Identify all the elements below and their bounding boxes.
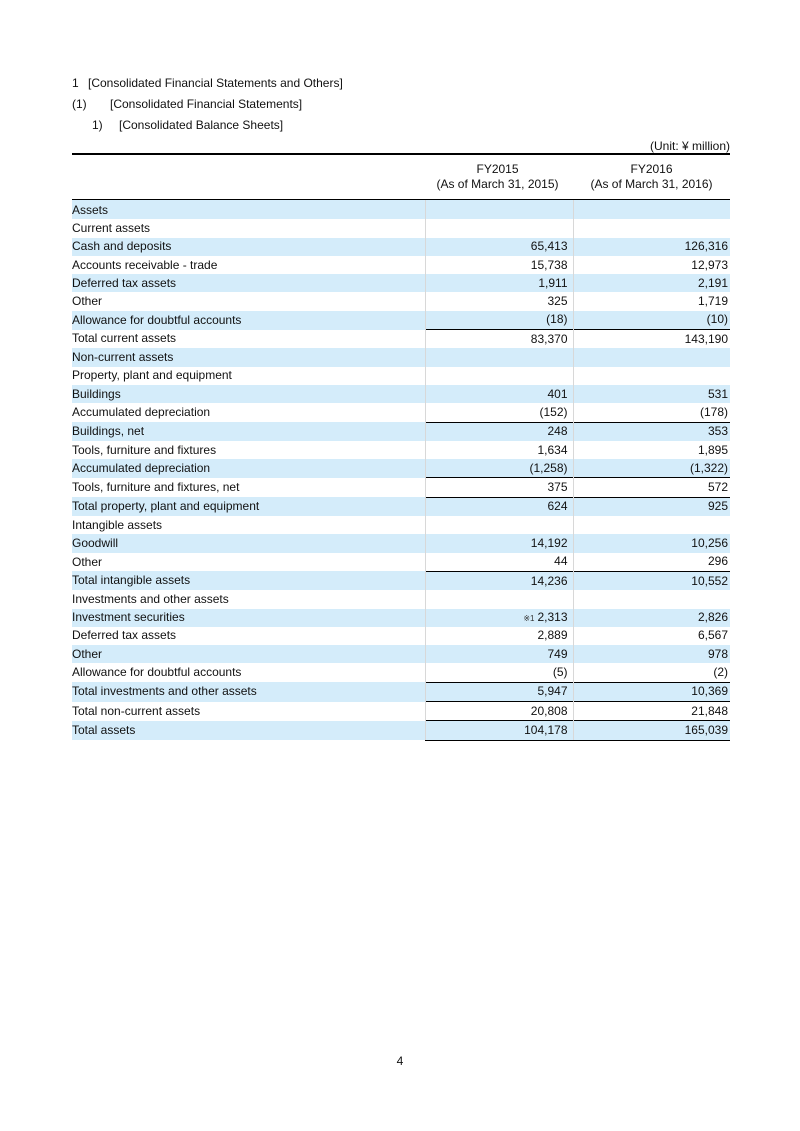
header-fy2016-date: (As of March 31, 2016) bbox=[590, 177, 713, 191]
value-fy2016: 296 bbox=[573, 553, 730, 572]
section-number: 1 bbox=[72, 76, 79, 90]
table-row bbox=[72, 256, 730, 274]
table-row bbox=[72, 553, 730, 572]
footnote-marker: ※1 bbox=[523, 613, 535, 623]
header-fy2016 bbox=[573, 155, 730, 200]
table-row bbox=[72, 627, 730, 645]
unit-label: (Unit: ¥ million) bbox=[649, 139, 730, 153]
value-fy2015: 104,178 bbox=[425, 721, 573, 740]
table-row bbox=[72, 367, 730, 385]
value-fy2016: (178) bbox=[573, 403, 730, 422]
value-fy2015 bbox=[425, 219, 573, 237]
row-label: Buildings, net bbox=[72, 422, 425, 441]
table-row bbox=[72, 200, 730, 220]
row-label: Other bbox=[72, 645, 425, 663]
page-number: 4 bbox=[396, 1054, 404, 1068]
row-label: Deferred tax assets bbox=[72, 628, 177, 643]
value-fy2015: 2,889 bbox=[425, 627, 573, 645]
value-fy2016: 165,039 bbox=[573, 721, 730, 740]
value-fy2015: 375 bbox=[425, 478, 573, 497]
row-label: Total non-current assets bbox=[72, 703, 201, 718]
table-row bbox=[72, 292, 730, 310]
value-fy2016: 2,826 bbox=[573, 609, 730, 627]
row-label: Goodwill bbox=[72, 534, 425, 552]
row-label: Cash and deposits bbox=[72, 238, 425, 256]
value-fy2016: 6,567 bbox=[573, 627, 730, 645]
table-row bbox=[72, 348, 730, 366]
value-fy2016: 21,848 bbox=[573, 702, 730, 721]
value-fy2016: 2,191 bbox=[573, 274, 730, 292]
table-row bbox=[72, 609, 730, 627]
value-fy2015: 20,808 bbox=[425, 702, 573, 721]
table-row bbox=[72, 274, 730, 292]
header-label-cell bbox=[72, 155, 425, 200]
table-row bbox=[72, 590, 730, 608]
balance-sheet bbox=[72, 153, 730, 741]
row-label: Allowance for doubtful accounts bbox=[72, 665, 242, 680]
row-label: Accounts receivable - trade bbox=[72, 257, 218, 272]
table-row bbox=[72, 311, 730, 330]
value-fy2015 bbox=[425, 367, 573, 385]
table-row bbox=[72, 702, 730, 721]
row-label: Total intangible assets bbox=[72, 571, 425, 590]
row-label: Investment securities bbox=[72, 609, 425, 627]
value-fy2015: (5) bbox=[425, 663, 573, 682]
value-fy2015: 401 bbox=[425, 385, 573, 403]
table-row bbox=[72, 516, 730, 534]
row-label: Total investments and other assets bbox=[72, 682, 425, 701]
header-fy2015 bbox=[425, 155, 573, 200]
value-fy2015: 248 bbox=[425, 422, 573, 441]
row-label: Other bbox=[72, 294, 103, 309]
balance-sheet-table bbox=[72, 155, 730, 741]
row-label: Total property, plant and equipment bbox=[72, 497, 425, 516]
header-fy2016-year: FY2016 bbox=[630, 162, 673, 176]
row-label: Buildings bbox=[72, 385, 425, 403]
section-title: [Consolidated Financial Statements] bbox=[110, 97, 303, 111]
value-fy2016: 925 bbox=[573, 497, 730, 516]
row-label: Total current assets bbox=[72, 331, 177, 346]
value-fy2016: 12,973 bbox=[573, 256, 730, 274]
table-header-row bbox=[72, 155, 730, 200]
value-fy2015: (18) bbox=[425, 311, 573, 330]
row-label: Property, plant and equipment bbox=[72, 368, 232, 383]
row-label: Allowance for doubtful accounts bbox=[72, 311, 425, 330]
table-row bbox=[72, 721, 730, 740]
value-fy2016 bbox=[573, 200, 730, 220]
value-fy2016: 10,552 bbox=[573, 571, 730, 590]
row-label: Investments and other assets bbox=[72, 591, 229, 606]
value-fy2015: 65,413 bbox=[425, 238, 573, 256]
value-fy2016: 10,369 bbox=[573, 682, 730, 701]
value-fy2016 bbox=[573, 516, 730, 534]
value-fy2015: 624 bbox=[425, 497, 573, 516]
row-label: Deferred tax assets bbox=[72, 274, 425, 292]
value-fy2016 bbox=[573, 367, 730, 385]
value-fy2016: (2) bbox=[573, 663, 730, 682]
header-fy2015-year: FY2015 bbox=[476, 162, 519, 176]
value-fy2015: 1,634 bbox=[425, 441, 573, 459]
value-fy2016: 353 bbox=[573, 422, 730, 441]
value-fy2016: 978 bbox=[573, 645, 730, 663]
value-fy2015: (152) bbox=[425, 403, 573, 422]
table-row bbox=[72, 403, 730, 422]
value-fy2015 bbox=[425, 516, 573, 534]
table-row bbox=[72, 330, 730, 349]
value-fy2015 bbox=[425, 590, 573, 608]
table-row bbox=[72, 571, 730, 590]
table-row bbox=[72, 497, 730, 516]
value-fy2016 bbox=[573, 219, 730, 237]
value-fy2016: 10,256 bbox=[573, 534, 730, 552]
value-fy2015: (1,258) bbox=[425, 459, 573, 478]
value-fy2016: 126,316 bbox=[573, 238, 730, 256]
value-fy2015: 749 bbox=[425, 645, 573, 663]
value-fy2015 bbox=[425, 200, 573, 220]
table-row bbox=[72, 682, 730, 701]
table-row bbox=[72, 645, 730, 663]
table-row bbox=[72, 238, 730, 256]
value-fy2015: 14,192 bbox=[425, 534, 573, 552]
table-row bbox=[72, 534, 730, 552]
section-number: 1) bbox=[92, 118, 103, 132]
table-row bbox=[72, 459, 730, 478]
value-fy2016: 1,719 bbox=[573, 292, 730, 310]
section-title: [Consolidated Balance Sheets] bbox=[119, 118, 284, 132]
table-row bbox=[72, 663, 730, 682]
value-fy2016: 572 bbox=[573, 478, 730, 497]
table-row bbox=[72, 422, 730, 441]
section-number: (1) bbox=[72, 97, 87, 111]
table-row bbox=[72, 441, 730, 459]
value-fy2016: 1,895 bbox=[573, 441, 730, 459]
row-label: Non-current assets bbox=[72, 348, 425, 366]
value-fy2016 bbox=[573, 590, 730, 608]
row-label: Tools, furniture and fixtures bbox=[72, 442, 217, 457]
value-fy2015: 15,738 bbox=[425, 256, 573, 274]
value-text: 2,313 bbox=[537, 609, 568, 624]
value-fy2015: 83,370 bbox=[425, 330, 573, 349]
value-fy2016: (10) bbox=[573, 311, 730, 330]
row-label: Other bbox=[72, 554, 103, 569]
value-fy2015: 14,236 bbox=[425, 571, 573, 590]
row-label: Assets bbox=[72, 200, 425, 220]
row-label: Current assets bbox=[72, 220, 151, 235]
row-label: Accumulated depreciation bbox=[72, 459, 425, 478]
table-row bbox=[72, 385, 730, 403]
row-label: Tools, furniture and fixtures, net bbox=[72, 480, 240, 495]
header-fy2015-date: (As of March 31, 2015) bbox=[436, 177, 559, 191]
value-fy2015 bbox=[425, 609, 573, 627]
table-row bbox=[72, 478, 730, 497]
row-label: Accumulated depreciation bbox=[72, 405, 211, 420]
value-fy2015: 1,911 bbox=[425, 274, 573, 292]
row-label: Total assets bbox=[72, 721, 425, 740]
value-fy2015: 5,947 bbox=[425, 682, 573, 701]
value-fy2016: (1,322) bbox=[573, 459, 730, 478]
row-label: Intangible assets bbox=[72, 517, 163, 532]
value-fy2015: 44 bbox=[425, 553, 573, 572]
section-title: [Consolidated Financial Statements and Others] bbox=[88, 76, 343, 90]
value-fy2016: 531 bbox=[573, 385, 730, 403]
value-fy2016 bbox=[573, 348, 730, 366]
value-fy2015 bbox=[425, 348, 573, 366]
value-fy2016: 143,190 bbox=[573, 330, 730, 349]
value-fy2015: 325 bbox=[425, 292, 573, 310]
table-row bbox=[72, 219, 730, 237]
